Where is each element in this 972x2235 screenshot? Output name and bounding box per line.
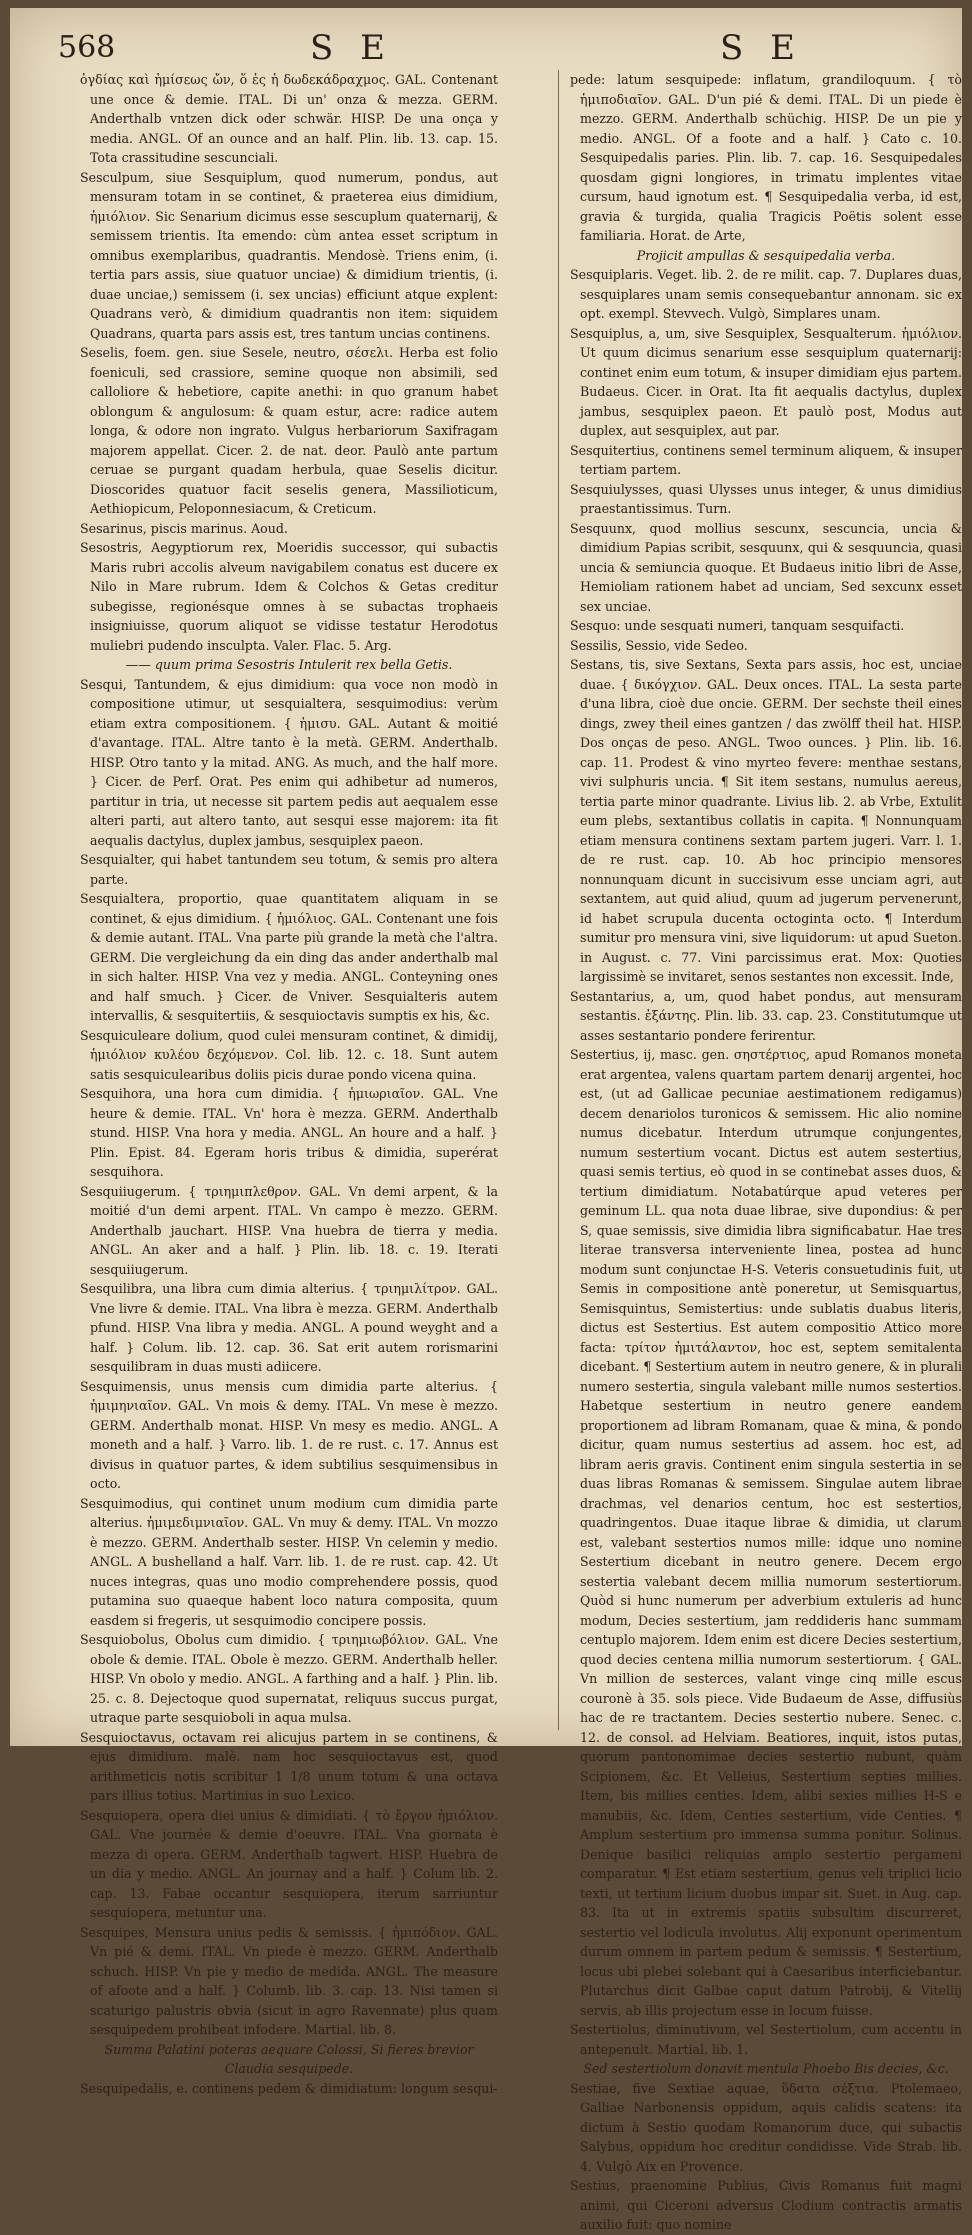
dictionary-entry: Sesquimodius, qui continet unum modium cum dimidia parte alterius. ἡμιμεδιμνιαῖον. GAL. Vn muy & demy. ITAL. Vn mozzo è mezzo. GERM. Anderthalb sester. HISP. Vn celemin y medio. ANGL. A bushelland a half. Varr. lib. 1. de re rust. cap. 42. Ut nuces integras, quas uno modio comprehendere possis, quod putamina suo quaeque habent loco natura composita, quum easdem si fregeris, ut sesquimodio concipere possis. — [80, 1495, 498, 1628]
dictionary-entry: Sesquunx, quod mollius sescunx, sescuncia, uncia & dimidium Papias scribit, sesquunx, qui & sesquuncia, quasi uncia & semiuncia quoque. Et Budaeus initio libri de Asse, Hemioliam rationem habet ad unciam, Sed sexcunx esset sex unciae. — [570, 520, 962, 614]
dictionary-entry: Sesquo: unde sesquati numeri, tanquam sesquifacti. — [570, 618, 905, 633]
verse-quote: Projicit ampullas & sesquipedalia verba. — [636, 247, 896, 263]
dictionary-entry: Sesquialter, qui habet tantundem seu totum, & semis pro altera parte. — [80, 852, 498, 887]
dictionary-entry: Sestertius, ij, masc. gen. σηστέρτιος, apud Romanos moneta erat argentea, valens quartam partem denarij argentei, hoc est, (ut ad Gallicae pecuniae aestimationem redigamus) decem denariolos turonicos & semissem. Hic alio nomine numus dicebatur. Interdum utrumque conjungentes, numum sestertium vocant. Dictus est autem sestertius, quasi semis tertius, eò quod in se continebat asses duos, & tertium dimidiatum. Notabatúrque apud veteres per geminum LL. qua nota duae librae, sive dupondius: & per S, quae semissis, sive dimidia libra significabatur. Hae tres literae transversa interveniente linea, postea ad hunc modum sunt conjunctae H-S. Veteris consuetudinis fuit, ut Semis in compositione antè poneretur, ut Semisquartus, Semisquintus, Semistertius: unde sublatis duabus literis, dictus est Sestertius. Est autem compositio Attico more facta: τρίτον ἡμιτάλαντον, hoc est, septem semitalenta dicebant. ¶ Sestertium autem in neutro genere, & in plurali numero sestertia, singula valebant mille numos sestertios. Habetque sestertium in neutro genere eandem proportionem ad libram Romanam, quae & mina, & pondo dicitur, quam numus sestertius ad assem. hoc est, ad libram aeris gravis. Continent enim singula sestertia in se duas libras Romanas & semissem. Singulae autem librae drachmas, vel denarios centum, hoc est sestertios, quadringentos. Duae itaque librae & dimidia, ut clarum est, valebant sestertios numos mille: idque uno nomine Sestertium dicebant in neutro genere. Decem ergo sestertia valebant decem millia numorum sestertiorum. Quòd si hunc numerum per adverbium extuleris ad hunc modum, Decies sestertium, jam reddideris hanc summam centuplo majorem. Idem enim est dicere Decies sestertium, quod decies centena millia numorum sestertiorum. { GAL. Vn million de sesterces, valant vinge cinq mille escus couronè à 35. sols piece. Vide Budaeum de Asse, diffusiùs hac de re tractantem. Decies sestertio nubere. Senec. c. 12. de consol. ad Helviam. Beatiores, inquit, istos putas, quorum pantonomimae decies sestertio nubunt, quàm Scipionem, &c. Et Velleius, Sestertium septies millies. Item, bis millies centies. Idem, alibi sexies millies H-S e manubiis, &c. Idem, Centies sestertium, vide Centies. ¶ Amplum sestertium pro immensa summa ponitur. Solinus. Denique basilici reliquias amplo sestertio pergameni comparatur. ¶ Est etiam sestertium, genus veli triplici licio texti, ut tertium licium duobus impar sit. Suet. in Aug. cap. 83. Ita ut in extremis spatiis subsultim discurreret, sestertio vel lodicula involutus. Alij exponunt operimentum durum omnem in partem pedum & semissis. ¶ Sestertium, locus ubi plebei solebant qui à Caesaribus interficiebantur. Plutarchus dicit Galbae caput datum Patrobij, & Vitellij servis, ab illis projectum esse in locum fuisse. — [570, 1047, 962, 2018]
dictionary-entry: Sesquiplaris. Veget. lib. 2. de re milit. cap. 7. Duplares duas, sesquiplares unam semis consequebantur annonam. sic ex opt. exempl. Stevvech. Vulgò, Simplares unam. — [570, 267, 962, 321]
dictionary-entry: Sesquiculeare dolium, quod culei mensuram continet, & dimidij, ἡμιόλιον κυλέου δεχόμενον. Col. lib. 12. c. 18. Sunt autem satis sesquiculearibus doliis picis durae pondo vicena quina. — [80, 1027, 498, 1082]
dictionary-entry: Sestiae, five Sextiae aquae, ὕδατα σέξτια. Ptolemaeo, Galliae Narbonensis oppidum, aquis calidis scatens: ita dictum à Sestio quodam Romanorum duce, qui subactis Salybus, oppidum hoc creditur condidisse. Vide Strab. lib. 4. Vulgò Aix en Provence. — [570, 2080, 962, 2174]
dictionary-entry: Sesquiiugerum. { τριημιπλεθρον. GAL. Vn demi arpent, & la moitié d'un demi arpent. ITAL. Vn campo è mezzo. GERM. Anderthalb jauchart. HISP. Vna huebra de tierra y media. ANGL. An aker and a half. } Plin. lib. 18. c. 19. Iterati sesquiiugerum. — [80, 1183, 498, 1277]
dictionary-entry: Sesostris, Aegyptiorum rex, Moeridis successor, qui subactis Maris rubri accolis alveum navigabilem conatus est ducere ex Nilo in Mare rubrum. Idem & Colchos & Getas creditur subegisse, regionésque omnes à se subactas trophaeis insigniuisse, quorum aliquot se vidisse testatur Herodotus muliebri pudendo insculpta. Valer. Flac. 5. Arg. — [80, 540, 498, 653]
dictionary-entry: Sestius, praenomine Publius, Civis Romanus fuit magni animi, qui Ciceroni adversus Clodium contractis armatis auxilio fuit: quo nomine — [570, 2178, 962, 2232]
dictionary-entry: ὀγδίας καὶ ἡμίσεως ὤν, ὅ ἐς ἡ δωδεκάδραχμος. GAL. Contenant une once & demie. ITAL. Di un' onza & mezza. GERM. Anderthalb vntzen dick oder schwär. HISP. De una onça y media. ANGL. Of an ounce and an half. Plin. lib. 13. cap. 15. Tota crassitudine sescunciali. — [80, 72, 498, 165]
dictionary-entry: Sesquiobolus, Obolus cum dimidio. { τριημιωβόλιον. GAL. Vne obole & demie. ITAL. Obole è mezzo. GERM. Anderthalb heller. HISP. Vn obolo y medio. ANGL. A farthing and a half. } Plin. lib. 25. c. 8. Dejectoque quod supernatat, reliquus succus purgat, utraque parte sesquioboli in aqua mulsa. — [80, 1632, 498, 1725]
dictionary-entry: Sesculpum, siue Sesquiplum, quod numerum, pondus, aut mensuram totam in se continet, & praeterea eius dimidium, ἡμιόλιον. Sic Senarium dicimus esse sescuplum quaternarij, & semissem trientis. Ita emendo: cùm antea esset scriptum in omnibus exemplaribus, quadrantis. Mendosè. Triens enim, (i. tertia pars assis, siue quatuor unciae) & dimidium trientis, (i. duae unciae,) semissem (i. sex uncias) efficiunt atque explent: Quadrans verò, & dimidium quadrantis non item: siquidem Quadrans, quarta pars assis est, tres tantum uncias continens. — [80, 169, 498, 341]
dictionary-entry: Sesquipes, Mensura unius pedis & semissis. { ἡμιπόδιον. GAL. Vn pié & demi. ITAL. Vn piede è mezzo. GERM. Anderthalb schuch. HISP. Vn pie y medio de medida. ANGL. The measure of afoote and a half. } Columb. lib. 3. cap. 13. Nisi tamen si scaturigo palustris obvia (sicut in agro Ravennate) plus quam sesquipedem prohibeat infodere. Martial. lib. 8. — [80, 1924, 498, 2037]
dictionary-entry: Sesarinus, piscis marinus. Aoud. — [80, 520, 288, 536]
dictionary-entry: pede: latum sesquipede: inflatum, grandiloquum. { τὸ ἡμιποδιαῖον. GAL. D'un pié & demi. ITAL. Di un piede è mezzo. GERM. Anderthalb schüchig. HISP. De un pie y medio. ANGL. Of a foote and a half. } Cato c. 10. Sesquipedalis paries. Plin. lib. 7. cap. 16. Sesquipedales quosdam gigni longiores, in trimatu implentes vitae cursum, haud ignotum est. ¶ Sesquipedalia verba, id est, gravia & turgida, qualia Tragicis Poëtis solent esse familiaria. Horat. de Arte, — [570, 72, 962, 243]
running-head-right: S E — [720, 28, 803, 68]
dictionary-entry: Sesquiulysses, quasi Ulysses unus integer, & unus dimidius praestantissimus. Turn. — [570, 481, 962, 516]
verse-quote: Summa Palatini poteras aequare Colossi, Si fieres brevior Claudia sesquipede. — [104, 2041, 474, 2076]
running-head-left: S E — [310, 28, 393, 68]
dictionary-entry: Seselis, foem. gen. siue Sesele, neutro, σέσελι. Herba est folio foeniculi, sed crassiore, semine quoque non absimili, sed calloliore & hebetiore, capite anethi: in quo granum habet oblongum & angulosum: & quam estur, acre: radice autem longa, & odore non ingrato. Vulgus herbariorum Saxifragam majorem appellat. Cicer. 2. de nat. deor. Paulò ante partum ceruae se purgant quadam herbula, quae Seselis dicitur. Dioscorides quatuor facit seselis genera, Massilioticum, Aethiopicum, Peloponnesiacum, & Creticum. — [80, 345, 498, 516]
dictionary-entry: Sesquiplus, a, um, sive Sesquiplex, Sesqualterum. ἡμιόλιον. Ut quum dicimus senarium esse sesquiplum quaternarij: continet enim eum totum, & insuper dimidiam ejus partem. Budaeus. Cicer. in Orat. Ita fit aequalis dactylus, duplex jambus, sesquiplex paeon. Et paulò post, Modus aut duplex, aut sesquiplex, aut par. — [570, 325, 962, 438]
column-divider — [558, 70, 559, 1730]
left-column — [80, 70, 498, 2096]
dictionary-entry: Sessilis, Sessio, vide Sedeo. — [570, 637, 748, 653]
dictionary-entry: Sestertiolus, diminutivum, vel Sestertiolum, cum accentu in antepenult. Martial. lib. 1. — [570, 2022, 962, 2057]
verse-quote: Sed sestertiolum donavit mentula Phoebo Bis decies, &c. — [583, 2061, 949, 2076]
dictionary-entry: Sestantarius, a, um, quod habet pondus, aut mensuram sestantis. ἐξάντης. Plin. lib. 33. cap. 23. Constitutumque ut asses sestantario pondere ferirentur. — [570, 988, 962, 1043]
book-page — [10, 8, 962, 2232]
dictionary-entry: Sesquiopera, opera diei unius & dimidiati. { τὸ ἔργον ἡμιόλιον. GAL. Vne journée & demie d'oeuvre. ITAL. Vna giornata è mezza di opera. GERM. Anderthalb tagwert. HISP. Huebra de un dia y medio. ANGL. An journay and a half. } Colum lib. 2. cap. 13. Fabae occantur sesquiopera, iterum sarriuntur sesquiopera, metuntur una. — [80, 1807, 498, 1920]
dictionary-entry: Sesquipedalis, e. continens pedem & dimidiatum: longum sesqui- — [80, 2080, 498, 2096]
verse-quote: —— quum prima Sesostris Intulerit rex bella Getis. — [125, 657, 453, 672]
dictionary-entry: Sesqui, Tantundem, & ejus dimidium: qua voce non modò in compositione utimur, ut sesquialtera, sesquimodius: verùm etiam extra compositionem. { ἡμισυ. GAL. Autant & moitié d'avantage. ITAL. Altre tanto è la metà. GERM. Anderthalb. HISP. Otro tanto y la mitad. ANG. As much, and the half more. } Cicer. de Perf. Orat. Pes enim qui adhibetur ad numeros, partitur in tria, ut necesse sit partem pedis aut aequalem esse alteri parti, aut altero tanto, aut sesqui esse majorem: ita fit aequalis dactylus, duplex jambus, sesquiplex paeon. — [80, 676, 498, 848]
dictionary-entry: Sesquihora, una hora cum dimidia. { ἡμιωριαῖον. GAL. Vne heure & demie. ITAL. Vn' hora è mezza. GERM. Anderthalb stund. HISP. Vna hora y media. ANGL. An houre and a half. } Plin. Epist. 84. Egeram horis tribus & dimidia, superérat sesquihora. — [80, 1086, 498, 1179]
right-column — [570, 70, 962, 2232]
dictionary-entry: Sestans, tis, sive Sextans, Sexta pars assis, hoc est, unciae duae. { δικόγχιον. GAL. Deux onces. ITAL. La sesta parte d'una libra, cioè due oncie. GERM. Der sechste theil eines dings, zwey theil eines gantzen / das zwölff theil hat. HISP. Dos onças de peso. ANGL. Twoo ounces. } Plin. lib. 16. cap. 11. Prodest & vino myrteo fevere: menthae sestans, vivi sulphuris uncia. ¶ Sit item sestans, numulus aereus, tertia parte minor quadrante. Livius lib. 2. ab Vrbe, Extulit eum plebs, sextantibus collatis in capita. ¶ Nonnunquam etiam mensura continens sextam partem jugeri. Varr. l. 1. de re rust. cap. 10. Ab hoc principio mensores nonnunquam dicunt in succisivum esse unciam agri, aut sextantem, aut quid aliud, quum ad jugerum pervenerunt, id habet scrupula ducenta octoginta octo. ¶ Interdum sumitur pro mensura vini, sive liquidorum: ut apud Sueton. in August. c. 77. Vini parcissimus erat. Mox: Quoties largissimè se invitaret, senos sestantes non excessit. Inde, — [570, 657, 962, 984]
dictionary-entry: Sesquitertius, continens semel terminum aliquem, & insuper tertiam partem. — [570, 442, 962, 477]
dictionary-entry: Sesquilibra, una libra cum dimia alterius. { τριημιλίτρον. GAL. Vne livre & demie. ITAL. Vna libra è mezza. GERM. Anderthalb pfund. HISP. Vna libra y media. ANGL. A pound weyght and a half. } Colum. lib. 12. cap. 36. Sat erit autem rorismarini sesquilibram in duas musti adiicere. — [80, 1281, 498, 1374]
dictionary-entry: Sesquialtera, proportio, quae quantitatem aliquam in se continet, & ejus dimidium. { ἡμιόλιος. GAL. Contenant une fois & demie autant. ITAL. Vna parte più grande la metà che l'altra. GERM. Die vergleichung da ein ding das ander anderthalb mal in sich halter. HISP. Vna vez y media. ANGL. Conteyning ones and half smuch. } Cicer. de Vniver. Sesquialteris autem intervallis, & sesquitertiis, & sesquioctavis sumptis ex his, &c. — [80, 891, 498, 1023]
dictionary-entry: Sesquimensis, unus mensis cum dimidia parte alterius. { ἡμιμηνιαῖον. GAL. Vn mois & demy. ITAL. Vn mese è mezzo. GERM. Anderthalb monat. HISP. Vn mesy es medio. ANGL. A moneth and a half. } Varro. lib. 1. de re rust. c. 17. Annus est divisus in quatuor partes, & idem subtilius sesquimensibus in octo. — [80, 1378, 498, 1491]
page-header — [10, 8, 962, 68]
page-number: 568 — [58, 30, 116, 65]
dictionary-entry: Sesquioctavus, octavam rei alicujus partem in se continens, & ejus dimidium. malè. nam hoc sesquioctavus est, quod arithmeticis notis scribitur 1 1/8 unum totum & una octava pars illius totius. Martinius in suo Lexico. — [80, 1729, 498, 1803]
